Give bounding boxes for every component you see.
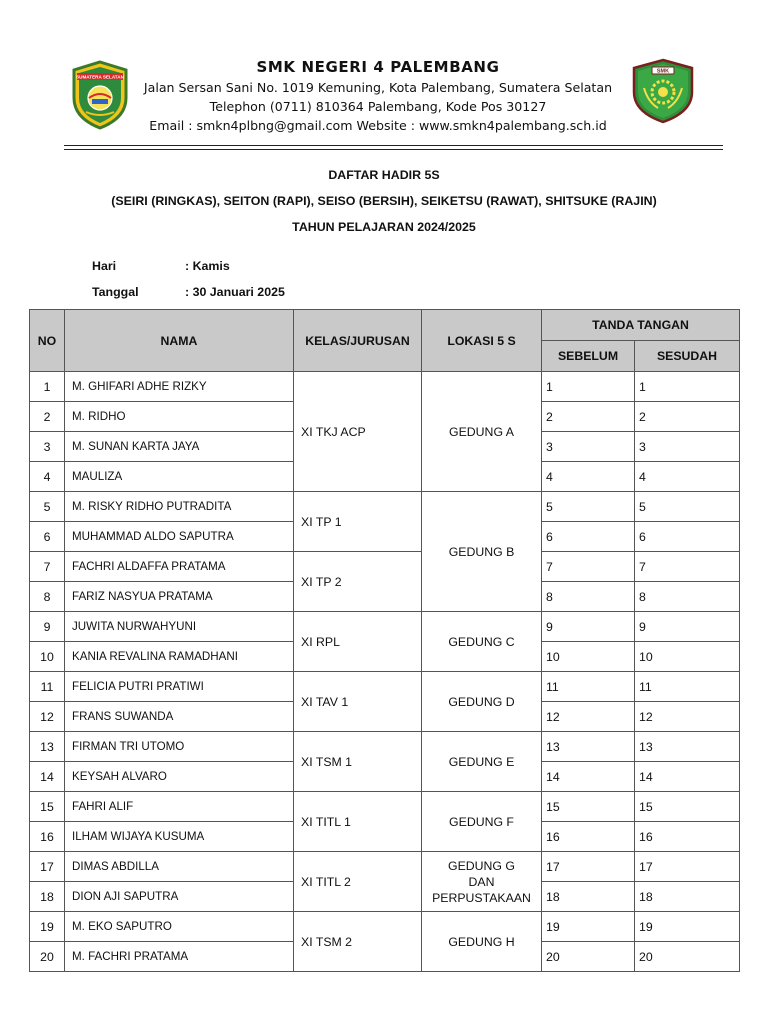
signature-after-cell: 7 — [635, 552, 740, 582]
table-row — [30, 732, 740, 762]
letterhead — [0, 0, 768, 150]
signature-before-cell: 6 — [542, 522, 635, 552]
row-number: 1 — [30, 372, 65, 402]
signature-before-cell: 18 — [542, 882, 635, 912]
location-cell — [422, 372, 542, 492]
signature-before-cell: 19 — [542, 912, 635, 942]
signature-after-cell: 14 — [635, 762, 740, 792]
signature-before-cell: 5 — [542, 492, 635, 522]
day-label: Hari — [92, 259, 117, 273]
signature-after-cell: 12 — [635, 702, 740, 732]
location-label: GEDUNG F — [449, 814, 514, 829]
signature-before-cell: 16 — [542, 822, 635, 852]
class-cell: XI TITL 2 — [294, 852, 422, 912]
student-name: ILHAM WIJAYA KUSUMA — [65, 822, 294, 852]
signature-before-cell: 2 — [542, 402, 635, 432]
class-cell: XI TITL 1 — [294, 792, 422, 852]
student-name: DION AJI SAPUTRA — [65, 882, 294, 912]
row-number: 20 — [30, 942, 65, 972]
signature-before-cell: 14 — [542, 762, 635, 792]
date-value: : 30 Januari 2025 — [185, 285, 285, 299]
date-label: Tanggal — [92, 285, 139, 299]
location-cell — [422, 912, 542, 972]
school-telephone: Telephon (0711) 810364 Palembang, Kode Pos 30127 — [209, 99, 547, 114]
student-name: FRANS SUWANDA — [65, 702, 294, 732]
signature-before-cell: 4 — [542, 462, 635, 492]
signature-before-cell: 15 — [542, 792, 635, 822]
table-row — [30, 672, 740, 702]
student-name: FACHRI ALDAFFA PRATAMA — [65, 552, 294, 582]
signature-after-cell: 6 — [635, 522, 740, 552]
signature-after-cell: 17 — [635, 852, 740, 882]
location-label: GEDUNG A — [449, 424, 514, 439]
class-cell: XI TSM 2 — [294, 912, 422, 972]
location-label: GEDUNG G DAN PERPUSTAKAAN — [432, 858, 531, 905]
signature-before-cell: 13 — [542, 732, 635, 762]
class-cell: XI TP 1 — [294, 492, 422, 552]
signature-after-cell: 1 — [635, 372, 740, 402]
row-number: 15 — [30, 792, 65, 822]
row-number: 7 — [30, 552, 65, 582]
row-number: 18 — [30, 882, 65, 912]
sumatera-selatan-emblem-icon — [70, 60, 130, 130]
student-name: M. RIDHO — [65, 402, 294, 432]
table-row — [30, 492, 740, 522]
academic-year: TAHUN PELAJARAN 2024/2025 — [292, 220, 476, 234]
letterhead-text — [130, 56, 626, 135]
location-label: GEDUNG C — [448, 634, 515, 649]
signature-before-cell: 8 — [542, 582, 635, 612]
location-cell — [422, 612, 542, 672]
class-cell: XI TKJ ACP — [294, 372, 422, 492]
student-name: FIRMAN TRI UTOMO — [65, 732, 294, 762]
location-label: GEDUNG E — [448, 754, 515, 769]
student-name: FELICIA PUTRI PRATIWI — [65, 672, 294, 702]
signature-after-cell: 2 — [635, 402, 740, 432]
row-number: 16 — [30, 822, 65, 852]
table-row — [30, 552, 740, 582]
document-titles — [0, 165, 768, 243]
signature-before-cell: 17 — [542, 852, 635, 882]
location-cell — [422, 852, 542, 912]
table-row — [30, 372, 740, 402]
student-name: M. FACHRI PRATAMA — [65, 942, 294, 972]
student-name: FARIZ NASYUA PRATAMA — [65, 582, 294, 612]
location-cell — [422, 732, 542, 792]
signature-after-cell: 4 — [635, 462, 740, 492]
signature-after-cell: 8 — [635, 582, 740, 612]
signature-before-cell: 11 — [542, 672, 635, 702]
header-lokasi: LOKASI 5 S — [422, 310, 542, 372]
signature-after-cell: 11 — [635, 672, 740, 702]
signature-after-cell: 16 — [635, 822, 740, 852]
location-label: GEDUNG B — [448, 544, 515, 559]
attendance-table — [29, 309, 740, 972]
row-number: 8 — [30, 582, 65, 612]
signature-after-cell: 15 — [635, 792, 740, 822]
class-cell: XI TP 2 — [294, 552, 422, 612]
student-name: DIMAS ABDILLA — [65, 852, 294, 882]
signature-before-cell: 3 — [542, 432, 635, 462]
signature-after-cell: 9 — [635, 612, 740, 642]
table-row — [30, 852, 740, 882]
student-name: M. RISKY RIDHO PUTRADITA — [65, 492, 294, 522]
header-sesudah: SESUDAH — [635, 341, 740, 372]
row-number: 3 — [30, 432, 65, 462]
row-number: 6 — [30, 522, 65, 552]
row-number: 13 — [30, 732, 65, 762]
table-row — [30, 912, 740, 942]
header-nama: NAMA — [65, 310, 294, 372]
signature-after-cell: 20 — [635, 942, 740, 972]
signature-before-cell: 10 — [542, 642, 635, 672]
row-number: 5 — [30, 492, 65, 522]
row-number: 2 — [30, 402, 65, 432]
row-number: 9 — [30, 612, 65, 642]
letterhead-divider-top — [64, 145, 723, 146]
student-name: KEYSAH ALVARO — [65, 762, 294, 792]
location-label: GEDUNG H — [448, 934, 515, 949]
school-contact: Email : smkn4plbng@gmail.com Website : www.smkn4palembang.sch.id — [149, 118, 607, 133]
class-cell: XI TSM 1 — [294, 732, 422, 792]
location-label: GEDUNG D — [448, 694, 515, 709]
student-name: MAULIZA — [65, 462, 294, 492]
signature-after-cell: 3 — [635, 432, 740, 462]
left-logo-text: SUMATERA SELATAN — [76, 74, 124, 80]
signature-before-cell: 1 — [542, 372, 635, 402]
document-title: DAFTAR HADIR 5S — [328, 168, 440, 182]
row-number: 14 — [30, 762, 65, 792]
class-cell: XI TAV 1 — [294, 672, 422, 732]
header-tanda-tangan: TANDA TANGAN — [542, 310, 740, 341]
header-sebelum: SEBELUM — [542, 341, 635, 372]
student-name: M. SUNAN KARTA JAYA — [65, 432, 294, 462]
signature-after-cell: 10 — [635, 642, 740, 672]
header-kelas: KELAS/JURUSAN — [294, 310, 422, 372]
row-number: 17 — [30, 852, 65, 882]
class-cell: XI RPL — [294, 612, 422, 672]
student-name: FAHRI ALIF — [65, 792, 294, 822]
signature-after-cell: 19 — [635, 912, 740, 942]
table-row — [30, 612, 740, 642]
signature-before-cell: 20 — [542, 942, 635, 972]
signature-after-cell: 18 — [635, 882, 740, 912]
row-number: 11 — [30, 672, 65, 702]
student-name: MUHAMMAD ALDO SAPUTRA — [65, 522, 294, 552]
signature-before-cell: 9 — [542, 612, 635, 642]
school-address: Jalan Sersan Sani No. 1019 Kemuning, Kota Palembang, Sumatera Selatan — [143, 80, 613, 95]
right-logo-text: SMK — [656, 68, 670, 75]
header-no: NO — [30, 310, 65, 372]
row-number: 12 — [30, 702, 65, 732]
signature-before-cell: 7 — [542, 552, 635, 582]
smk-shield-logo-icon — [628, 58, 698, 124]
row-number: 19 — [30, 912, 65, 942]
student-name: M. EKO SAPUTRO — [65, 912, 294, 942]
student-name: M. GHIFARI ADHE RIZKY — [65, 372, 294, 402]
location-cell — [422, 672, 542, 732]
student-name: KANIA REVALINA RAMADHANI — [65, 642, 294, 672]
signature-before-cell: 12 — [542, 702, 635, 732]
document-subtitle: (SEIRI (RINGKAS), SEITON (RAPI), SEISO (BERSIH), SEIKETSU (RAWAT), SHITSUKE (RAJIN) — [111, 194, 657, 208]
student-name: JUWITA NURWAHYUNI — [65, 612, 294, 642]
signature-after-cell: 5 — [635, 492, 740, 522]
day-value: : Kamis — [185, 259, 230, 273]
attendance-table-body — [30, 372, 740, 972]
location-cell — [422, 792, 542, 852]
row-number: 10 — [30, 642, 65, 672]
signature-after-cell: 13 — [635, 732, 740, 762]
school-name: SMK NEGERI 4 PALEMBANG — [256, 58, 500, 76]
table-row — [30, 792, 740, 822]
row-number: 4 — [30, 462, 65, 492]
letterhead-divider-bottom — [64, 149, 723, 150]
location-cell — [422, 492, 542, 612]
